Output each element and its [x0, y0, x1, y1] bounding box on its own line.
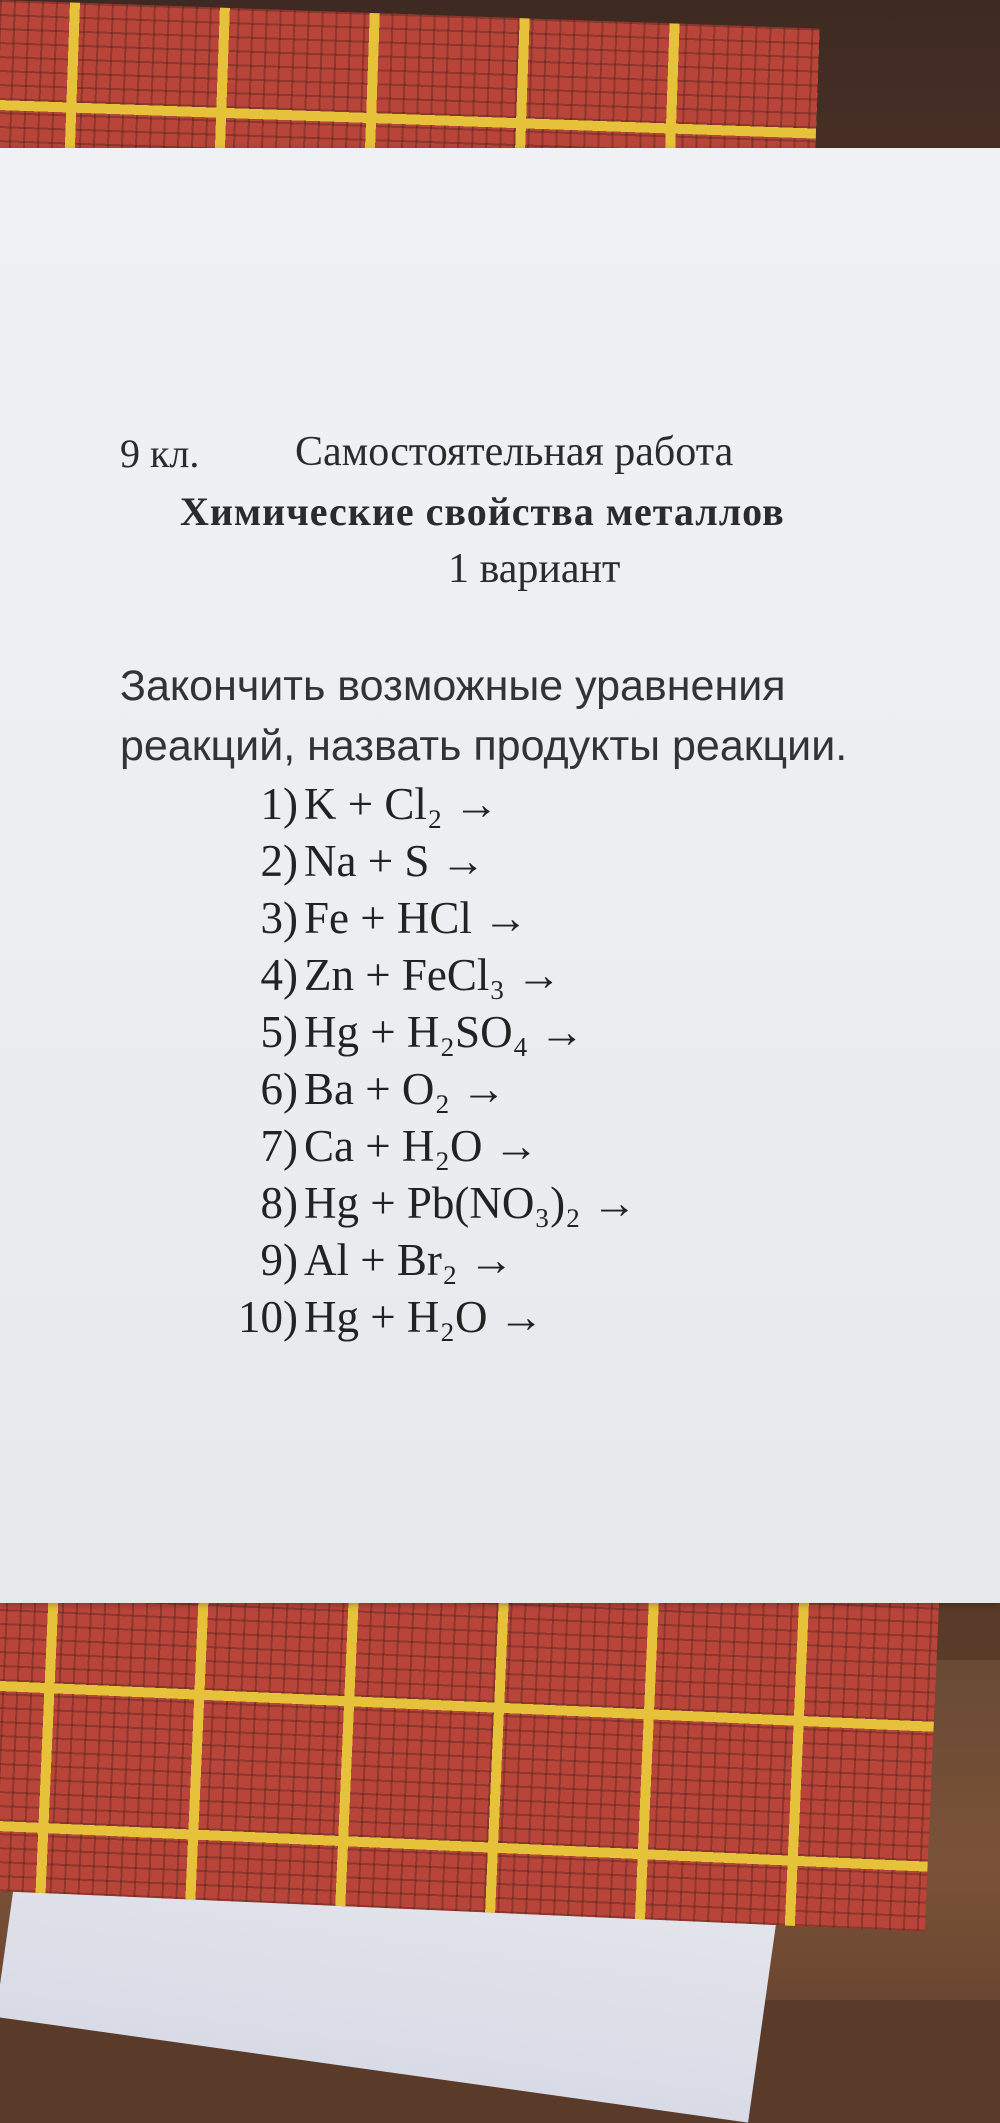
equation-item [236, 892, 528, 944]
equation-text: Ba + O₂ → [304, 1064, 507, 1114]
worksheet-paper [0, 148, 1000, 1603]
equation-text: K + Cl₂ → [304, 779, 499, 829]
equation-item [236, 949, 561, 1001]
equation-number: 8) [260, 1178, 298, 1228]
equation-item [226, 1291, 544, 1343]
equation-number: 2) [260, 836, 298, 886]
equation-text: Zn + FeCl₃ → [304, 950, 562, 1000]
equation-number: 4) [260, 950, 298, 1000]
equation-text: Na + S → [304, 836, 486, 886]
equation-number: 7) [260, 1121, 298, 1171]
equation-item [236, 1120, 539, 1172]
variant-label: 1 вариант [448, 546, 621, 592]
task-instruction-line2: реакций, назвать продукты реакции. [120, 722, 848, 770]
equation-item [236, 1006, 585, 1058]
equation-text: Al + Br₂ → [304, 1235, 514, 1285]
equation-text: Hg + H₂SO₄ → [304, 1007, 585, 1057]
equation-text: Fe + HCl → [304, 893, 529, 943]
equation-text: Hg + Pb(NO₃)₂ → [304, 1178, 637, 1228]
equation-item [236, 778, 499, 830]
topic-title: Химические свойства металлов [180, 489, 785, 534]
work-type-title: Самостоятельная работа [295, 429, 734, 475]
equation-item [236, 835, 486, 887]
equation-number: 3) [260, 893, 298, 943]
equation-number: 5) [260, 1007, 298, 1057]
task-instruction-line1: Закончить возможные уравнения [120, 662, 786, 710]
equation-number: 9) [260, 1235, 298, 1285]
equation-number: 6) [260, 1064, 298, 1114]
equation-number: 1) [260, 779, 298, 829]
equation-text: Ca + H₂O → [304, 1121, 539, 1171]
equation-text: Hg + H₂O → [304, 1292, 544, 1342]
grade-label: 9 кл. [120, 431, 200, 476]
equation-item [236, 1177, 637, 1229]
equation-item [236, 1063, 506, 1115]
equation-number: 10) [238, 1292, 298, 1342]
equation-item [236, 1234, 514, 1286]
plaid-notebook-cover-bottom [0, 1560, 939, 1932]
